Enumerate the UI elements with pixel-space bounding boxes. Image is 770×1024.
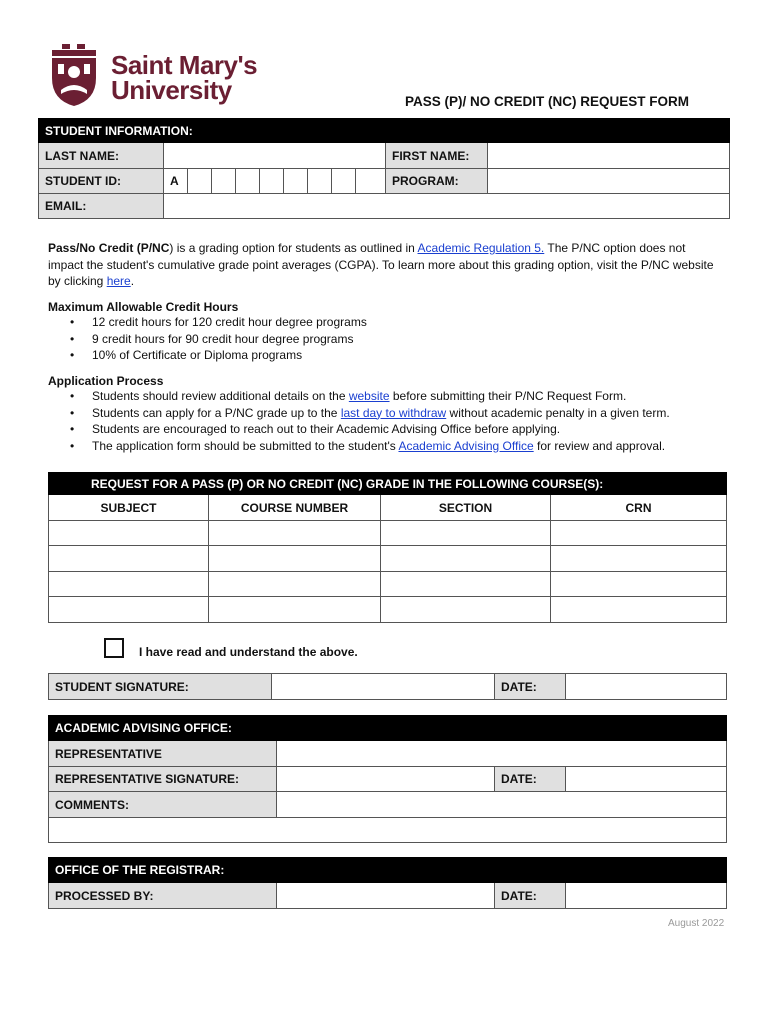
processed-by-field[interactable]: [277, 883, 495, 909]
academic-regulation-link[interactable]: Academic Regulation 5.: [417, 241, 545, 255]
subject-cell[interactable]: [49, 546, 209, 572]
list-item: • The application form should be submitted to the student's Academic Advising Office for review and approval.: [92, 438, 728, 455]
table-row: [49, 572, 727, 597]
here-link[interactable]: here: [106, 274, 131, 288]
registrar-table: [48, 857, 727, 909]
date-label: DATE:: [495, 883, 566, 909]
student-id-digit[interactable]: [332, 169, 356, 194]
crn-cell[interactable]: [551, 572, 727, 597]
subject-cell[interactable]: [49, 521, 209, 546]
student-date-field[interactable]: [566, 674, 727, 700]
last-name-field[interactable]: [164, 143, 386, 169]
student-signature-label: STUDENT SIGNATURE:: [49, 674, 272, 700]
column-header-section: SECTION: [381, 495, 551, 521]
date-label: DATE:: [495, 674, 566, 700]
first-name-label: FIRST NAME:: [386, 143, 488, 169]
program-label: PROGRAM:: [386, 169, 488, 194]
student-id-digit[interactable]: [212, 169, 236, 194]
max-hours-list: [48, 314, 723, 364]
table-row: [49, 597, 727, 623]
student-id-prefix: A: [164, 169, 188, 194]
processed-by-label: PROCESSED BY:: [49, 883, 277, 909]
last-name-label: LAST NAME:: [39, 143, 164, 169]
max-hours-section: [48, 300, 723, 364]
student-id-digit[interactable]: [236, 169, 260, 194]
registrar-date-field[interactable]: [566, 883, 727, 909]
table-row: [49, 546, 727, 572]
max-hours-heading: Maximum Allowable Credit Hours: [48, 300, 239, 314]
form-title: PASS (P)/ NO CREDIT (NC) REQUEST FORM: [405, 94, 690, 109]
footer-date: August 2022: [668, 918, 725, 929]
student-signature-field[interactable]: [272, 674, 495, 700]
acknowledge-label: I have read and understand the above.: [139, 645, 358, 659]
list-item: • 9 credit hours for 90 credit hour degree programs: [92, 331, 723, 348]
representative-label: REPRESENTATIVE: [49, 741, 277, 767]
rep-signature-label: REPRESENTATIVE SIGNATURE:: [49, 767, 277, 792]
process-list: [48, 388, 728, 454]
advising-office-table: [48, 715, 727, 843]
email-field[interactable]: [164, 194, 730, 219]
last-day-to-withdraw-link[interactable]: last day to withdraw: [340, 405, 447, 420]
comments-label: COMMENTS:: [49, 792, 277, 818]
intro-paragraph: [48, 240, 723, 290]
courses-table: [48, 472, 727, 623]
student-id-digit[interactable]: [260, 169, 284, 194]
list-item: • Students are encouraged to reach out to their Academic Advising Office before applying.: [92, 421, 728, 438]
student-signature-table: [48, 673, 727, 700]
list-item: • Students can apply for a P/NC grade up to the last day to withdraw without academic penalty in a given term.: [92, 405, 728, 422]
column-header-crn: CRN: [551, 495, 727, 521]
crn-cell[interactable]: [551, 597, 727, 623]
column-header-subject: SUBJECT: [49, 495, 209, 521]
column-header-course-number: COURSE NUMBER: [209, 495, 381, 521]
registrar-title: OFFICE OF THE REGISTRAR:: [49, 858, 727, 883]
course-number-cell[interactable]: [209, 572, 381, 597]
student-id-label: STUDENT ID:: [39, 169, 164, 194]
intro-bold-term: Pass/No Credit (P/NC: [48, 241, 170, 255]
section-cell[interactable]: [381, 572, 551, 597]
intro-text2: The P/NC option does not impact the student's cumulative grade point averages (CGPA). To learn more about this grading option, visit the P/NC website by clicking: [48, 241, 714, 288]
crn-cell[interactable]: [551, 546, 727, 572]
comments-field-1[interactable]: [277, 792, 727, 818]
section-cell[interactable]: [381, 546, 551, 572]
logo-text-line1: Saint Mary's: [111, 50, 258, 80]
list-item: • Students should review additional details on the website before submitting their P/NC Request Form.: [92, 388, 728, 405]
student-id-digit[interactable]: [188, 169, 212, 194]
student-id-digit[interactable]: [308, 169, 332, 194]
section-cell[interactable]: [381, 597, 551, 623]
intro-text1: ) is a grading option for students as outlined in: [169, 241, 418, 255]
rep-signature-field[interactable]: [277, 767, 495, 792]
intro-text3: .: [130, 274, 135, 288]
email-label: EMAIL:: [39, 194, 164, 219]
comments-field-2[interactable]: [49, 818, 727, 843]
representative-field[interactable]: [277, 741, 727, 767]
student-id-digit[interactable]: [356, 169, 386, 194]
first-name-field[interactable]: [488, 143, 730, 169]
courses-title: REQUEST FOR A PASS (P) OR NO CREDIT (NC) GRADE IN THE FOLLOWING COURSE(S):: [49, 473, 727, 495]
program-field[interactable]: [488, 169, 730, 194]
course-number-cell[interactable]: [209, 597, 381, 623]
advising-title: ACADEMIC ADVISING OFFICE:: [49, 716, 727, 741]
date-label: DATE:: [495, 767, 566, 792]
student-id-digit[interactable]: [284, 169, 308, 194]
student-info-title: STUDENT INFORMATION:: [39, 119, 730, 143]
acknowledge-checkbox[interactable]: [104, 638, 124, 658]
section-cell[interactable]: [381, 521, 551, 546]
course-number-cell[interactable]: [209, 546, 381, 572]
academic-advising-office-link[interactable]: Academic Advising Office: [398, 438, 534, 453]
rep-date-field[interactable]: [566, 767, 727, 792]
application-process-section: [48, 374, 728, 454]
subject-cell[interactable]: [49, 597, 209, 623]
logo-text-line2: University: [111, 75, 232, 105]
website-link[interactable]: website: [348, 389, 390, 403]
table-row: [49, 521, 727, 546]
process-heading: Application Process: [48, 374, 164, 388]
subject-cell[interactable]: [49, 572, 209, 597]
crn-cell[interactable]: [551, 521, 727, 546]
list-item: • 10% of Certificate or Diploma programs: [92, 347, 723, 364]
list-item: • 12 credit hours for 120 credit hour degree programs: [92, 314, 723, 331]
student-info-table: [38, 118, 730, 219]
course-number-cell[interactable]: [209, 521, 381, 546]
